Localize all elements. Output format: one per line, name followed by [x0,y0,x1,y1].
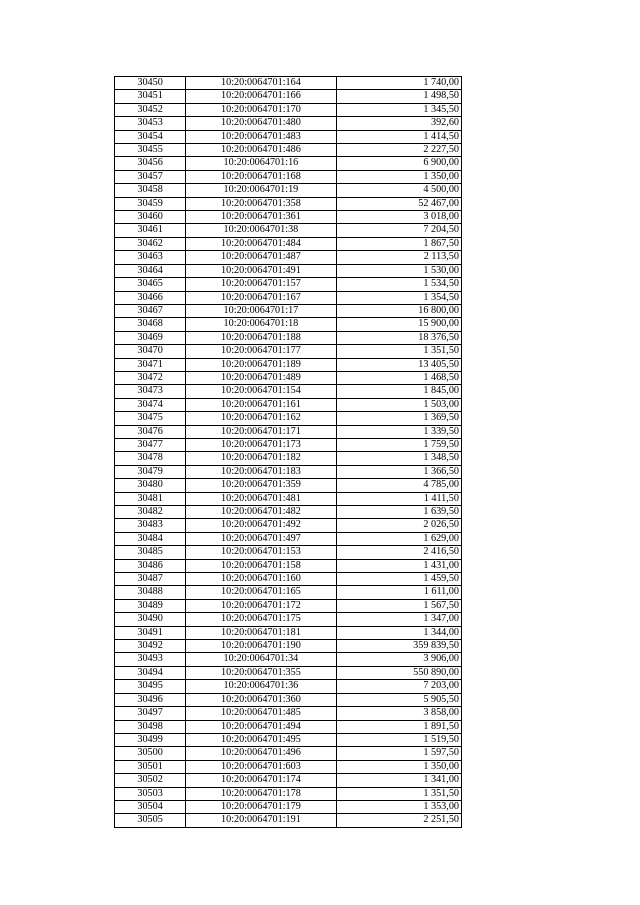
table-row [115,278,462,291]
cadastral-value: 2 026,50 [336,519,461,532]
cadastral-number: 10:20:0064701:174 [186,774,336,787]
table-row [115,707,462,720]
table-row [115,117,462,130]
cadastral-number: 10:20:0064701:487 [186,251,336,264]
table-row [115,680,462,693]
table-row [115,492,462,505]
table-row [115,412,462,425]
table-row [115,291,462,304]
cadastral-value: 2 416,50 [336,546,461,559]
cadastral-value: 1 567,50 [336,599,461,612]
row-number: 30459 [115,197,186,210]
row-number: 30458 [115,184,186,197]
cadastral-value: 52 467,00 [336,197,461,210]
cadastral-value: 13 405,50 [336,358,461,371]
row-number: 30492 [115,640,186,653]
cadastral-value: 1 354,50 [336,291,461,304]
table-row [115,693,462,706]
row-number: 30486 [115,559,186,572]
cadastral-value: 3 858,00 [336,707,461,720]
cadastral-number: 10:20:0064701:161 [186,398,336,411]
table-row [115,237,462,250]
cadastral-value: 1 891,50 [336,720,461,733]
cadastral-value: 4 500,00 [336,184,461,197]
row-number: 30502 [115,774,186,787]
row-number: 30460 [115,211,186,224]
cadastral-number: 10:20:0064701:491 [186,264,336,277]
row-number: 30453 [115,117,186,130]
table-row [115,760,462,773]
table-row [115,546,462,559]
table-row [115,184,462,197]
row-number: 30473 [115,385,186,398]
row-number: 30494 [115,666,186,679]
table-row [115,438,462,451]
table-row [115,331,462,344]
table-row [115,197,462,210]
cadastral-value: 1 431,00 [336,559,461,572]
table-row [115,626,462,639]
cadastral-value: 1 411,50 [336,492,461,505]
table-row [115,318,462,331]
cadastral-value: 1 350,00 [336,760,461,773]
table-row [115,586,462,599]
table-row [115,774,462,787]
cadastral-value: 16 800,00 [336,304,461,317]
cadastral-number: 10:20:0064701:481 [186,492,336,505]
cadastral-number: 10:20:0064701:189 [186,358,336,371]
cadastral-number: 10:20:0064701:182 [186,452,336,465]
cadastral-number: 10:20:0064701:179 [186,800,336,813]
table-row [115,371,462,384]
cadastral-number: 10:20:0064701:158 [186,559,336,572]
row-number: 30468 [115,318,186,331]
cadastral-value: 1 629,00 [336,532,461,545]
cadastral-value: 550 890,00 [336,666,461,679]
cadastral-number: 10:20:0064701:160 [186,573,336,586]
row-number: 30456 [115,157,186,170]
row-number: 30478 [115,452,186,465]
row-number: 30503 [115,787,186,800]
row-number: 30498 [115,720,186,733]
row-number: 30493 [115,653,186,666]
cadastral-number: 10:20:0064701:495 [186,733,336,746]
cadastral-value: 1 498,50 [336,90,461,103]
cadastral-value: 1 519,50 [336,733,461,746]
table-row [115,479,462,492]
cadastral-number: 10:20:0064701:165 [186,586,336,599]
row-number: 30474 [115,398,186,411]
table-row [115,211,462,224]
row-number: 30489 [115,599,186,612]
cadastral-value: 1 348,50 [336,452,461,465]
table-row [115,559,462,572]
cadastral-number: 10:20:0064701:494 [186,720,336,733]
cadastral-number: 10:20:0064701:164 [186,77,336,90]
cadastral-value-table [114,76,462,828]
row-number: 30472 [115,371,186,384]
cadastral-number: 10:20:0064701:157 [186,278,336,291]
table-row [115,720,462,733]
table-row [115,90,462,103]
cadastral-number: 10:20:0064701:173 [186,438,336,451]
table-row [115,130,462,143]
cadastral-number: 10:20:0064701:191 [186,814,336,827]
row-number: 30479 [115,465,186,478]
cadastral-number: 10:20:0064701:178 [186,787,336,800]
cadastral-value: 5 905,50 [336,693,461,706]
cadastral-number: 10:20:0064701:162 [186,412,336,425]
cadastral-value: 6 900,00 [336,157,461,170]
cadastral-value: 1 414,50 [336,130,461,143]
cadastral-value: 15 900,00 [336,318,461,331]
table-row [115,733,462,746]
row-number: 30480 [115,479,186,492]
cadastral-number: 10:20:0064701:183 [186,465,336,478]
table-row [115,814,462,827]
cadastral-value: 4 785,00 [336,479,461,492]
row-number: 30496 [115,693,186,706]
row-number: 30485 [115,546,186,559]
table-row [115,385,462,398]
cadastral-value: 1 639,50 [336,506,461,519]
table-row [115,77,462,90]
table-row [115,747,462,760]
cadastral-value: 1 530,00 [336,264,461,277]
row-number: 30463 [115,251,186,264]
cadastral-number: 10:20:0064701:492 [186,519,336,532]
table-row [115,170,462,183]
cadastral-number: 10:20:0064701:175 [186,613,336,626]
cadastral-value: 7 203,00 [336,680,461,693]
cadastral-value: 7 204,50 [336,224,461,237]
cadastral-number: 10:20:0064701:360 [186,693,336,706]
table-row [115,613,462,626]
table-row [115,653,462,666]
cadastral-number: 10:20:0064701:358 [186,197,336,210]
row-number: 30484 [115,532,186,545]
row-number: 30501 [115,760,186,773]
row-number: 30499 [115,733,186,746]
cadastral-number: 10:20:0064701:480 [186,117,336,130]
table-row [115,519,462,532]
cadastral-value: 1 459,50 [336,573,461,586]
row-number: 30491 [115,626,186,639]
row-number: 30450 [115,77,186,90]
cadastral-value: 1 534,50 [336,278,461,291]
table-row [115,599,462,612]
cadastral-number: 10:20:0064701:484 [186,237,336,250]
cadastral-number: 10:20:0064701:482 [186,506,336,519]
table-row [115,157,462,170]
cadastral-number: 10:20:0064701:17 [186,304,336,317]
cadastral-number: 10:20:0064701:485 [186,707,336,720]
cadastral-number: 10:20:0064701:154 [186,385,336,398]
table-row [115,358,462,371]
table-row [115,103,462,116]
row-number: 30475 [115,412,186,425]
row-number: 30457 [115,170,186,183]
cadastral-value: 1 344,00 [336,626,461,639]
table-row [115,787,462,800]
cadastral-number: 10:20:0064701:496 [186,747,336,760]
table-row [115,465,462,478]
table-row [115,304,462,317]
table-row [115,224,462,237]
table-row [115,640,462,653]
cadastral-number: 10:20:0064701:36 [186,680,336,693]
cadastral-value: 3 018,00 [336,211,461,224]
row-number: 30500 [115,747,186,760]
cadastral-value: 2 227,50 [336,144,461,157]
cadastral-number: 10:20:0064701:153 [186,546,336,559]
cadastral-number: 10:20:0064701:19 [186,184,336,197]
table-row [115,264,462,277]
cadastral-value: 1 369,50 [336,412,461,425]
table-row [115,666,462,679]
row-number: 30505 [115,814,186,827]
cadastral-number: 10:20:0064701:177 [186,345,336,358]
cadastral-number: 10:20:0064701:355 [186,666,336,679]
cadastral-value: 1 351,50 [336,787,461,800]
row-number: 30481 [115,492,186,505]
row-number: 30465 [115,278,186,291]
cadastral-number: 10:20:0064701:181 [186,626,336,639]
row-number: 30476 [115,425,186,438]
row-number: 30482 [115,506,186,519]
cadastral-value: 1 366,50 [336,465,461,478]
row-number: 30487 [115,573,186,586]
cadastral-value: 1 468,50 [336,371,461,384]
cadastral-value: 1 759,50 [336,438,461,451]
cadastral-value: 1 845,00 [336,385,461,398]
cadastral-value: 3 906,00 [336,653,461,666]
row-number: 30452 [115,103,186,116]
row-number: 30451 [115,90,186,103]
cadastral-value: 1 597,50 [336,747,461,760]
row-number: 30497 [115,707,186,720]
row-number: 30471 [115,358,186,371]
cadastral-value: 2 113,50 [336,251,461,264]
table-row [115,800,462,813]
cadastral-value: 18 376,50 [336,331,461,344]
table-row [115,345,462,358]
cadastral-number: 10:20:0064701:489 [186,371,336,384]
cadastral-number: 10:20:0064701:603 [186,760,336,773]
row-number: 30462 [115,237,186,250]
row-number: 30454 [115,130,186,143]
row-number: 30495 [115,680,186,693]
table-row [115,506,462,519]
table-row [115,452,462,465]
row-number: 30470 [115,345,186,358]
row-number: 30483 [115,519,186,532]
cadastral-value: 359 839,50 [336,640,461,653]
table-row [115,398,462,411]
row-number: 30464 [115,264,186,277]
cadastral-number: 10:20:0064701:18 [186,318,336,331]
cadastral-value: 1 867,50 [336,237,461,250]
cadastral-number: 10:20:0064701:483 [186,130,336,143]
table-row [115,532,462,545]
cadastral-value: 1 351,50 [336,345,461,358]
cadastral-number: 10:20:0064701:171 [186,425,336,438]
row-number: 30469 [115,331,186,344]
row-number: 30461 [115,224,186,237]
row-number: 30490 [115,613,186,626]
cadastral-value: 2 251,50 [336,814,461,827]
cadastral-number: 10:20:0064701:167 [186,291,336,304]
row-number: 30477 [115,438,186,451]
cadastral-value: 392,60 [336,117,461,130]
table-row [115,425,462,438]
cadastral-value: 1 503,00 [336,398,461,411]
row-number: 30504 [115,800,186,813]
cadastral-number: 10:20:0064701:359 [186,479,336,492]
cadastral-value: 1 350,00 [336,170,461,183]
cadastral-number: 10:20:0064701:486 [186,144,336,157]
table-body [115,77,462,828]
row-number: 30466 [115,291,186,304]
cadastral-number: 10:20:0064701:172 [186,599,336,612]
cadastral-value: 1 341,00 [336,774,461,787]
cadastral-number: 10:20:0064701:34 [186,653,336,666]
cadastral-value: 1 740,00 [336,77,461,90]
cadastral-number: 10:20:0064701:170 [186,103,336,116]
cadastral-value: 1 345,50 [336,103,461,116]
cadastral-number: 10:20:0064701:497 [186,532,336,545]
cadastral-number: 10:20:0064701:361 [186,211,336,224]
row-number: 30488 [115,586,186,599]
cadastral-number: 10:20:0064701:190 [186,640,336,653]
cadastral-value: 1 347,00 [336,613,461,626]
cadastral-number: 10:20:0064701:16 [186,157,336,170]
table-row [115,573,462,586]
row-number: 30467 [115,304,186,317]
table-row [115,251,462,264]
cadastral-number: 10:20:0064701:188 [186,331,336,344]
cadastral-value: 1 353,00 [336,800,461,813]
cadastral-number: 10:20:0064701:38 [186,224,336,237]
row-number: 30455 [115,144,186,157]
cadastral-number: 10:20:0064701:166 [186,90,336,103]
cadastral-value: 1 339,50 [336,425,461,438]
cadastral-value: 1 611,00 [336,586,461,599]
table-row [115,144,462,157]
cadastral-number: 10:20:0064701:168 [186,170,336,183]
